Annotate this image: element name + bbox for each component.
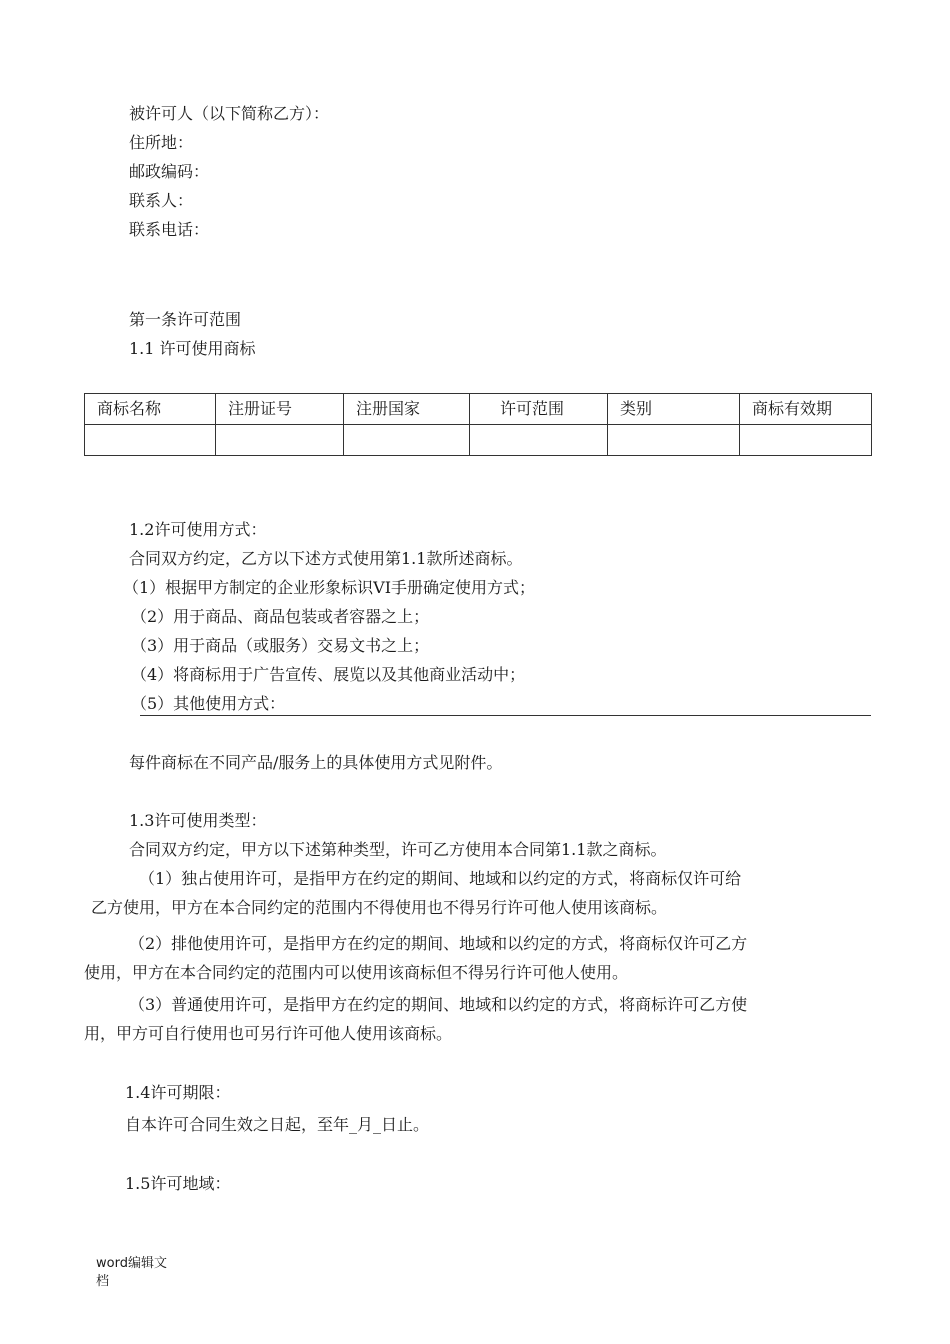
type-item-2-line-2: 使用，甲方在本合同约定的范围内可以使用该商标但不得另行许可他人使用。 <box>84 963 629 982</box>
usage-item-1: （1）根据甲方制定的企业形象标识VI手册确定使用方式； <box>123 578 536 597</box>
trademark-table <box>84 393 872 456</box>
header-registration-country: 注册国家 <box>344 394 470 425</box>
usage-item-4: （4）将商标用于广告宣传、展览以及其他商业活动中； <box>131 665 526 684</box>
header-license-scope: 许可范围 <box>470 394 608 425</box>
section-1-3-intro: 合同双方约定，甲方以下述第种类型，许可乙方使用本合同第1.1款之商标。 <box>129 840 667 859</box>
table-row <box>85 425 872 456</box>
table-header-row <box>85 394 872 425</box>
type-item-1-line-2: 乙方使用，甲方在本合同约定的范围内不得使用也不得另行许可他人使用该商标。 <box>91 898 668 917</box>
usage-item-2: （2）用于商品、商品包装或者容器之上； <box>131 607 430 626</box>
page-footer <box>96 1255 167 1291</box>
table-cell <box>608 425 740 456</box>
type-item-2-line-1: （2）排他使用许可，是指甲方在约定的期间、地域和以约定的方式，将商标仅许可乙方 <box>129 934 748 953</box>
postal-code-label: 邮政编码： <box>129 162 210 181</box>
header-validity: 商标有效期 <box>740 394 872 425</box>
table-cell <box>740 425 872 456</box>
table-cell <box>470 425 608 456</box>
type-item-1-line-1: （1）独占使用许可，是指甲方在约定的期间、地域和以约定的方式，将商标仅许可给 <box>139 869 742 888</box>
phone-label: 联系电话： <box>129 220 210 239</box>
section-1-4-title: 1.4许可期限： <box>125 1083 231 1102</box>
article-1-title: 第一条许可范围 <box>129 310 242 329</box>
table-cell <box>85 425 216 456</box>
section-1-3-title: 1.3许可使用类型： <box>129 811 267 830</box>
table-cell <box>344 425 470 456</box>
table-cell <box>216 425 344 456</box>
footer-line-1: word编辑文 <box>96 1256 167 1271</box>
fill-in-underline <box>140 715 871 716</box>
type-item-3-line-2: 用，甲方可自行使用也可另行许可他人使用该商标。 <box>84 1024 453 1043</box>
section-1-1-title: 1.1 许可使用商标 <box>129 339 256 358</box>
header-trademark-name: 商标名称 <box>85 394 216 425</box>
section-1-2-intro: 合同双方约定，乙方以下述方式使用第1.1款所述商标。 <box>129 549 523 568</box>
usage-item-3: （3）用于商品（或服务）交易文书之上； <box>131 636 430 655</box>
section-1-4-text: 自本许可合同生效之日起，至年_月_日止。 <box>125 1115 430 1134</box>
licensee-label: 被许可人（以下简称乙方）： <box>129 104 330 123</box>
contact-label: 联系人： <box>129 191 194 210</box>
type-item-3-line-1: （3）普通使用许可，是指甲方在约定的期间、地域和以约定的方式，将商标许可乙方使 <box>129 995 748 1014</box>
usage-note: 每件商标在不同产品/服务上的具体使用方式见附件。 <box>129 753 503 772</box>
section-1-5-title: 1.5许可地域： <box>125 1174 231 1193</box>
address-label: 住所地： <box>129 133 194 152</box>
footer-line-2: 档 <box>96 1274 110 1289</box>
section-1-2-title: 1.2许可使用方式： <box>129 520 267 539</box>
usage-item-5: （5）其他使用方式： <box>131 694 286 713</box>
header-registration-number: 注册证号 <box>216 394 344 425</box>
header-category: 类别 <box>608 394 740 425</box>
